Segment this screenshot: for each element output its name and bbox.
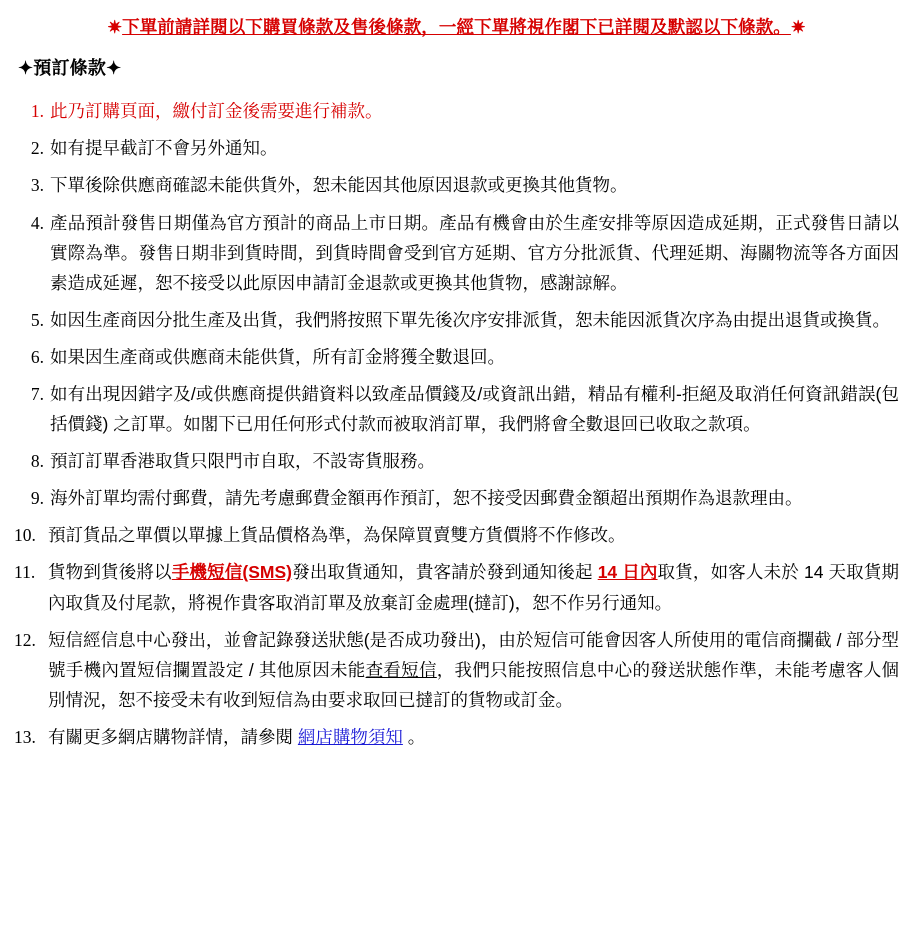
term-text: 預訂訂單香港取貨只限門市自取，不設寄貨服務。 [50,451,435,472]
term-number: 3. [30,175,44,196]
term-number: 6. [30,346,44,367]
highlighted-text: 14 日內 [597,562,658,583]
section-heading: ✦預訂條款✦ [18,58,122,79]
term-item [14,305,899,335]
term-item [14,133,899,163]
term-item [14,520,899,550]
term-number: 8. [30,451,44,472]
term-item [14,722,899,752]
term-text: 如有出現因錯字及/或供應商提供錯資料以致產品價錢及/或資訊出錯，精品有權利-拒絕及取消任何資訊錯誤(包括價錢) 之訂單。如閣下已用任何形式付款而被取消訂單，我們將會全數退回已收取之款項。 [50,384,899,435]
term-text [48,562,899,612]
term-item [14,96,899,126]
term-item [14,379,899,439]
term-item [14,625,899,715]
star-icon-left: ✷ [107,17,123,37]
term-number: 4. [30,212,44,233]
term-number: 5. [30,309,44,330]
term-text: 下單後除供應商確認未能供貨外，恕未能因其他原因退款或更換其他貨物。 [50,175,628,196]
term-number: 11. [14,562,36,583]
term-text: 海外訂單均需付郵費，請先考慮郵費金額再作預訂，恕不接受因郵費金額超出預期作為退款理由。 [50,488,803,509]
term-number: 10. [14,525,36,546]
highlighted-text: 手機短信(SMS) [171,562,293,583]
term-text [48,727,425,747]
term-text [48,630,899,710]
shop-guide-link[interactable]: 網店購物須知 [297,726,403,747]
term-number: 13. [14,726,36,747]
term-number: 1. [30,101,44,122]
term-item [14,557,899,617]
term-text-run: 短信經信息中心發出，並會記錄發送狀態(是否成功發出)，由於短信可能會因客人所使用的電信商攔截 / 部分型號手機內置短信攔置設定 / 其他原因未能 [48,629,899,680]
term-number: 7. [30,384,44,404]
underlined-text: 查看短信 [365,659,437,680]
warning-banner [14,14,899,40]
term-text-run: 。 [402,726,426,747]
terms-list [14,96,899,752]
term-item [14,170,899,200]
term-text: 如有提早截訂不會另外通知。 [50,138,278,159]
term-text-run: 取貨，如客人未於 14 天取貨期內取貨及付尾款，將視作貴客取消訂單及放棄訂金處理(撻訂)，恕不作另行通知。 [48,562,900,613]
term-item [14,208,899,298]
term-item [14,446,899,476]
term-number: 2. [30,138,44,159]
term-number: 12. [14,629,36,650]
term-number: 9. [30,488,44,509]
term-text-run: 貨物到貨後將以 [48,562,172,583]
term-item [14,483,899,513]
term-text: 如果因生產商或供應商未能供貨，所有訂金將獲全數退回。 [50,346,505,367]
term-text: 如因生產商因分批生產及出貨，我們將按照下單先後次序安排派貨，恕未能因派貨次序為由提出退貨或換貨。 [50,309,890,330]
term-text: 預訂貨品之單價以單據上貨品價格為準，為保障買賣雙方貨價將不作修改。 [48,525,626,546]
term-item [14,342,899,372]
warning-banner-text: 下單前請詳閱以下購買條款及售後條款，一經下單將視作閣下已詳閱及默認以下條款。 [122,17,791,37]
term-text: 此乃訂購頁面，繳付訂金後需要進行補款。 [50,101,383,122]
star-icon-right: ✷ [790,17,806,37]
term-text-run: 發出取貨通知，貴客請於發到通知後起 [292,562,598,583]
term-text: 產品預計發售日期僅為官方預計的商品上市日期。產品有機會由於生產安排等原因造成延期，正式發售日請以實際為準。發售日期非到貨時間，到貨時間會受到官方延期、官方分批派貨、代理延期、海關物流等各方面因素造成延遲，恕不接受以此原因申請訂金退款或更換其他貨物，感謝諒解。 [50,212,899,293]
term-text-run: ，我們只能按照信息中心的發送狀態作準，未能考慮客人個別情況，恕不接受未有收到短信為由要求取回已撻訂的貨物或訂金。 [48,659,900,710]
term-text-run: 有關更多網店購物詳情，請參閱 [48,726,298,747]
